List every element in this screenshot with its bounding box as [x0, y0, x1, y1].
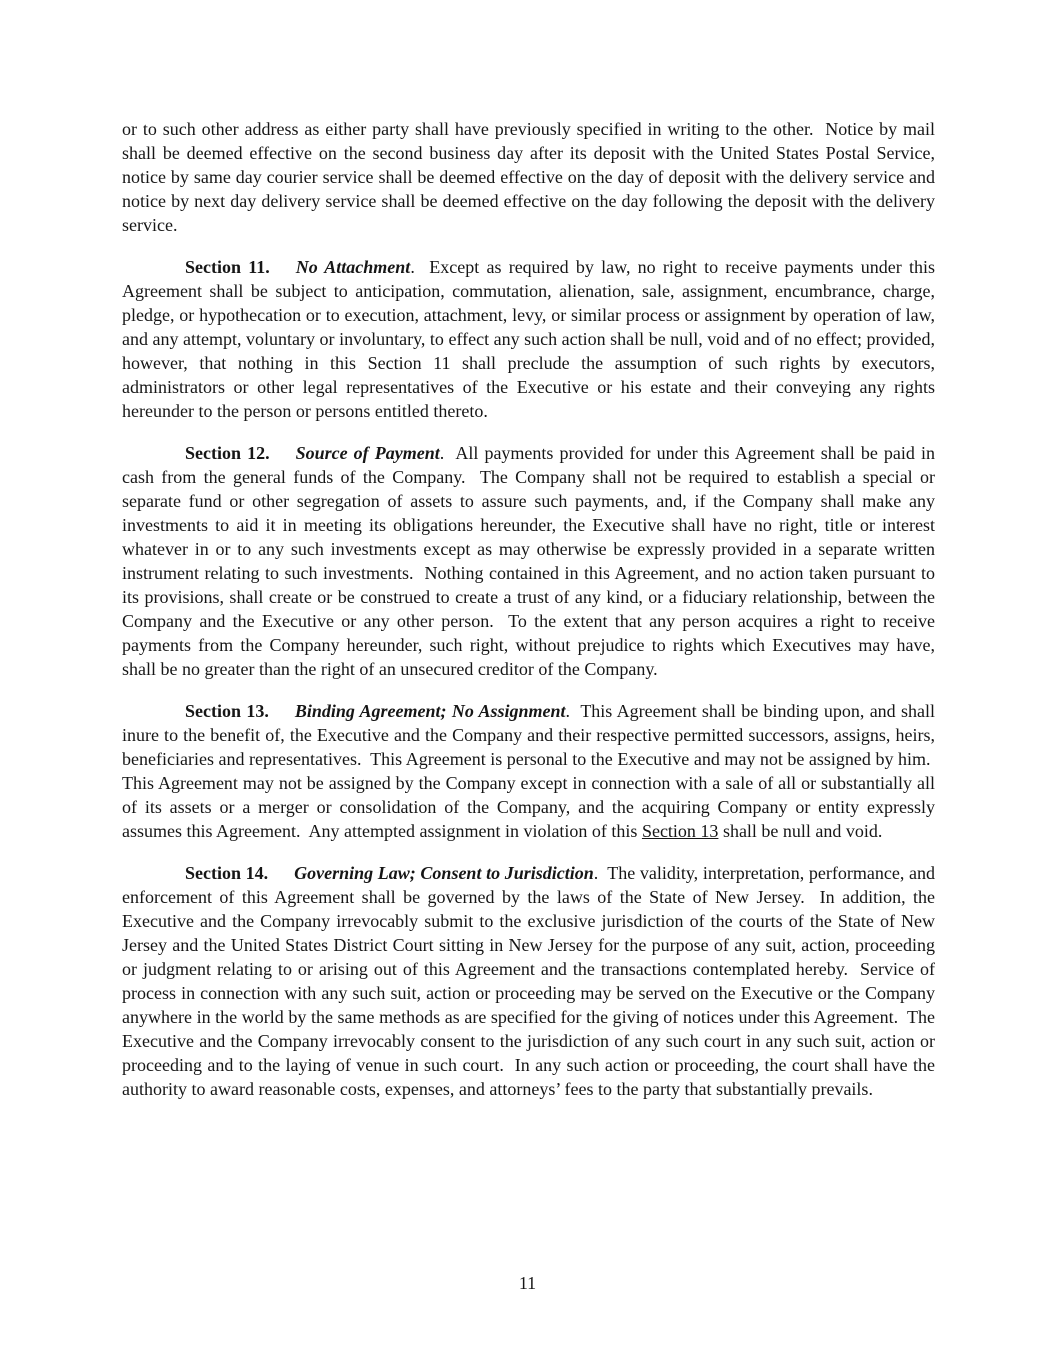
- text-segment-normal: . All payments provided for under this Agreement shall be paid in cash from the general funds of the Company. The Company shall not be required to establish a special or separate fund or other segregation of assets to assure such payments, and, if the Company shall make any investments to aid it in meeting its obligations hereunder, the Executive shall have no right, title or interest whatever in or to any such investments except as may otherwise be expressly provided in a separate written instrument relating to such investments. Nothing contained in this Agreement, and no action taken pursuant to its provisions, shall create or be construed to create a trust of any kind, or a fiduciary relationship, between the Company and the Executive or any other person. To the extent that any person acquires a right to receive payments from the Company hereunder, such right, without prejudice to rights which Executives may have, shall be no greater than the right of an unsecured creditor of the Company.: [122, 443, 935, 679]
- paragraph-section-14: [122, 861, 935, 1101]
- text-segment-bold: Section 13.: [185, 701, 269, 721]
- text-segment-bold: Section 11.: [185, 257, 270, 277]
- page-footer: [0, 1271, 1055, 1295]
- text-segment-normal: . The validity, interpretation, performance, and enforcement of this Agreement shall be governed by the laws of the State of New Jersey. In addition, the Executive and the Company irrevocably submit to the exclusive jurisdiction of the courts of the State of New Jersey and the United States District Court sitting in New Jersey for the purpose of any suit, action, proceeding or judgment relating to or arising out of this Agreement and the transactions contemplated hereby. Service of process in connection with any such suit, action or proceeding may be served on the Executive or the Company anywhere in the world by the same methods as are specified for the giving of notices under this Agreement. The Executive and the Company irrevocably consent to the jurisdiction of any such court in any such suit, action or proceeding and to the laying of venue in such court. In any such action or proceeding, the court shall have the authority to award reasonable costs, expenses, and attorneys’ fees to the party that substantially prevails.: [122, 863, 935, 1099]
- text-segment-bold: Section 12.: [185, 443, 270, 463]
- agreement-body: [122, 117, 935, 1119]
- paragraph-section-11: [122, 255, 935, 423]
- text-segment-bold-italic: Governing Law; Consent to Jurisdiction: [294, 863, 594, 883]
- text-segment-underline: Section 13: [641, 821, 719, 841]
- text-segment-bold-italic: Binding Agreement; No Assignment: [294, 701, 566, 721]
- paragraph-section-12: [122, 441, 935, 681]
- text-segment-normal: shall be null and void.: [718, 821, 883, 841]
- text-segment-bold-italic: No Attachment: [295, 257, 411, 277]
- text-segment-normal: . Except as required by law, no right to receive payments under this Agreement shall be subject to anticipation, commutation, alienation, sale, assignment, encumbrance, charge, pledge, or hypothecation or to execution, attachment, levy, or similar process or assignment by operation of law, and any attempt, voluntary or involuntary, to effect any such action shall be null, void and of no effect; provided, however, that nothing in this Section 11 shall preclude the assumption of such rights by executors, administrators or other legal representatives of the Executive or his estate and their conveying any rights hereunder to the person or persons entitled thereto.: [122, 257, 935, 421]
- page-number: 11: [518, 1273, 537, 1293]
- text-segment-normal: or to such other address as either party shall have previously specified in writing to the other. Notice by mail shall be deemed effective on the second business day after its deposit with the United States Postal Service, notice by same day courier service shall be deemed effective on the day of deposit with the delivery service and notice by next day delivery service shall be deemed effective on the day following the deposit with the delivery service.: [122, 119, 935, 235]
- paragraph-notices-continuation: [122, 117, 935, 237]
- paragraph-section-13: [122, 699, 935, 843]
- text-segment-bold: Section 14.: [185, 863, 269, 883]
- text-segment-normal: . This Agreement shall be binding upon, and shall inure to the benefit of, the Executive and the Company and their respective permitted successors, assigns, heirs, beneficiaries and representatives. This Agreement is personal to the Executive and may not be assigned by him. This Agreement may not be assigned by the Company except in connection with a sale of all or substantially all of its assets or a merger or consolidation of the Company, and the acquiring Company or entity expressly assumes this Agreement. Any attempted assignment in violation of this: [122, 701, 935, 841]
- text-segment-bold-italic: Source of Payment: [295, 443, 440, 463]
